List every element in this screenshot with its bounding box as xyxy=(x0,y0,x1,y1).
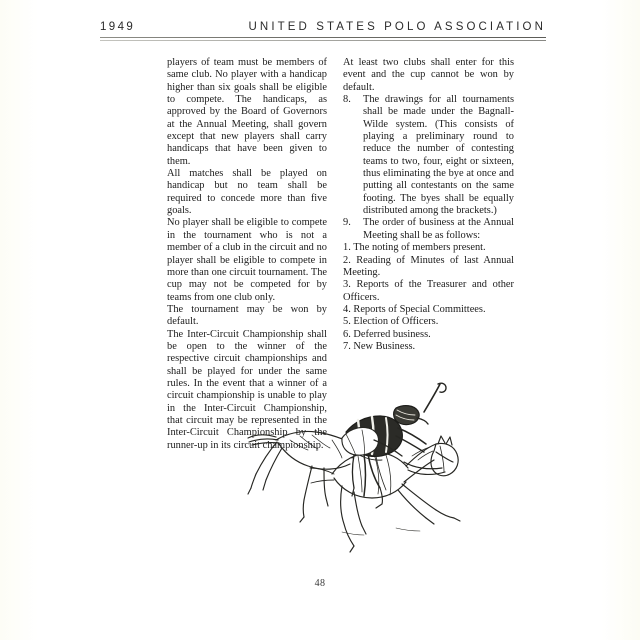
paragraph: At least two clubs shall enter for this event and the cup cannot be won by default. xyxy=(343,57,514,93)
order-of-business-item: 7. New Business. xyxy=(343,340,416,352)
paragraph: No player shall be eligible to compete in the tournament who is not a member of a club in the circuit and no player shall be eligible to compete in more than one circuit tournament. The cup may not be competed for by teams from one club only. xyxy=(167,217,327,303)
order-of-business-item: 1. The noting of members present. xyxy=(343,242,486,254)
running-head-rule-lower xyxy=(100,40,546,41)
paragraph: The Inter-Circuit Championship shall be open to the winner of the respective circuit championships and shall be played for under the same rules. In the event that a winner of a circuit championship is unable to play in the Inter-Circuit Championship, that circuit may be represented in the Inter-Circuit Championship by the runner-up in its circuit championship. xyxy=(167,328,327,451)
item-text: The order of business at the Annual Meeting shall be as follows: xyxy=(363,217,514,241)
order-of-business-item: 2. Reading of Minutes of last Annual Meeting. xyxy=(343,254,514,278)
numbered-item-8 xyxy=(343,94,514,217)
order-of-business-item: 4. Reports of Special Committees. xyxy=(343,303,486,315)
page-number: 48 xyxy=(314,578,326,589)
order-of-business-item: 3. Reports of the Treasurer and other Officers. xyxy=(343,279,514,303)
polo-illustration xyxy=(246,382,470,562)
running-head-rule xyxy=(100,37,546,42)
paragraph: players of team must be members of same club. No player with a handicap higher than six goals shall be eligible to compete. The handicaps, as approved by the Board of Governors at the Annual Meeting, shall govern except that new players shall carry handicaps that have been given to them. xyxy=(167,57,327,167)
paragraph: The tournament may be won by default. xyxy=(167,303,327,328)
paragraph: All matches shall be played on handicap but no team shall be required to concede more than five goals. xyxy=(167,168,327,217)
polo-illustration-drawing xyxy=(246,382,470,562)
running-head-year: 1949 xyxy=(100,21,136,33)
running-head-rule-upper xyxy=(100,37,546,38)
order-of-business-item: 5. Election of Officers. xyxy=(343,316,439,328)
item-number: 9. xyxy=(343,217,351,229)
item-number: 8. xyxy=(343,94,351,106)
running-head-title: UNITED STATES POLO ASSOCIATION xyxy=(248,21,546,33)
numbered-item-9 xyxy=(343,217,514,242)
right-column xyxy=(343,57,514,353)
order-of-business-item: 6. Deferred business. xyxy=(343,328,431,340)
item-text: The drawings for all tournaments shall be made under the Bagnall-Wilde system. (This consists of playing a preliminary round to reduce the number of contesting teams to two, four, eight or sixteen, thus eliminating the bye at once and putting all contestants on the same footing. The byes shall be equally distributed among the brackets.) xyxy=(363,94,514,217)
